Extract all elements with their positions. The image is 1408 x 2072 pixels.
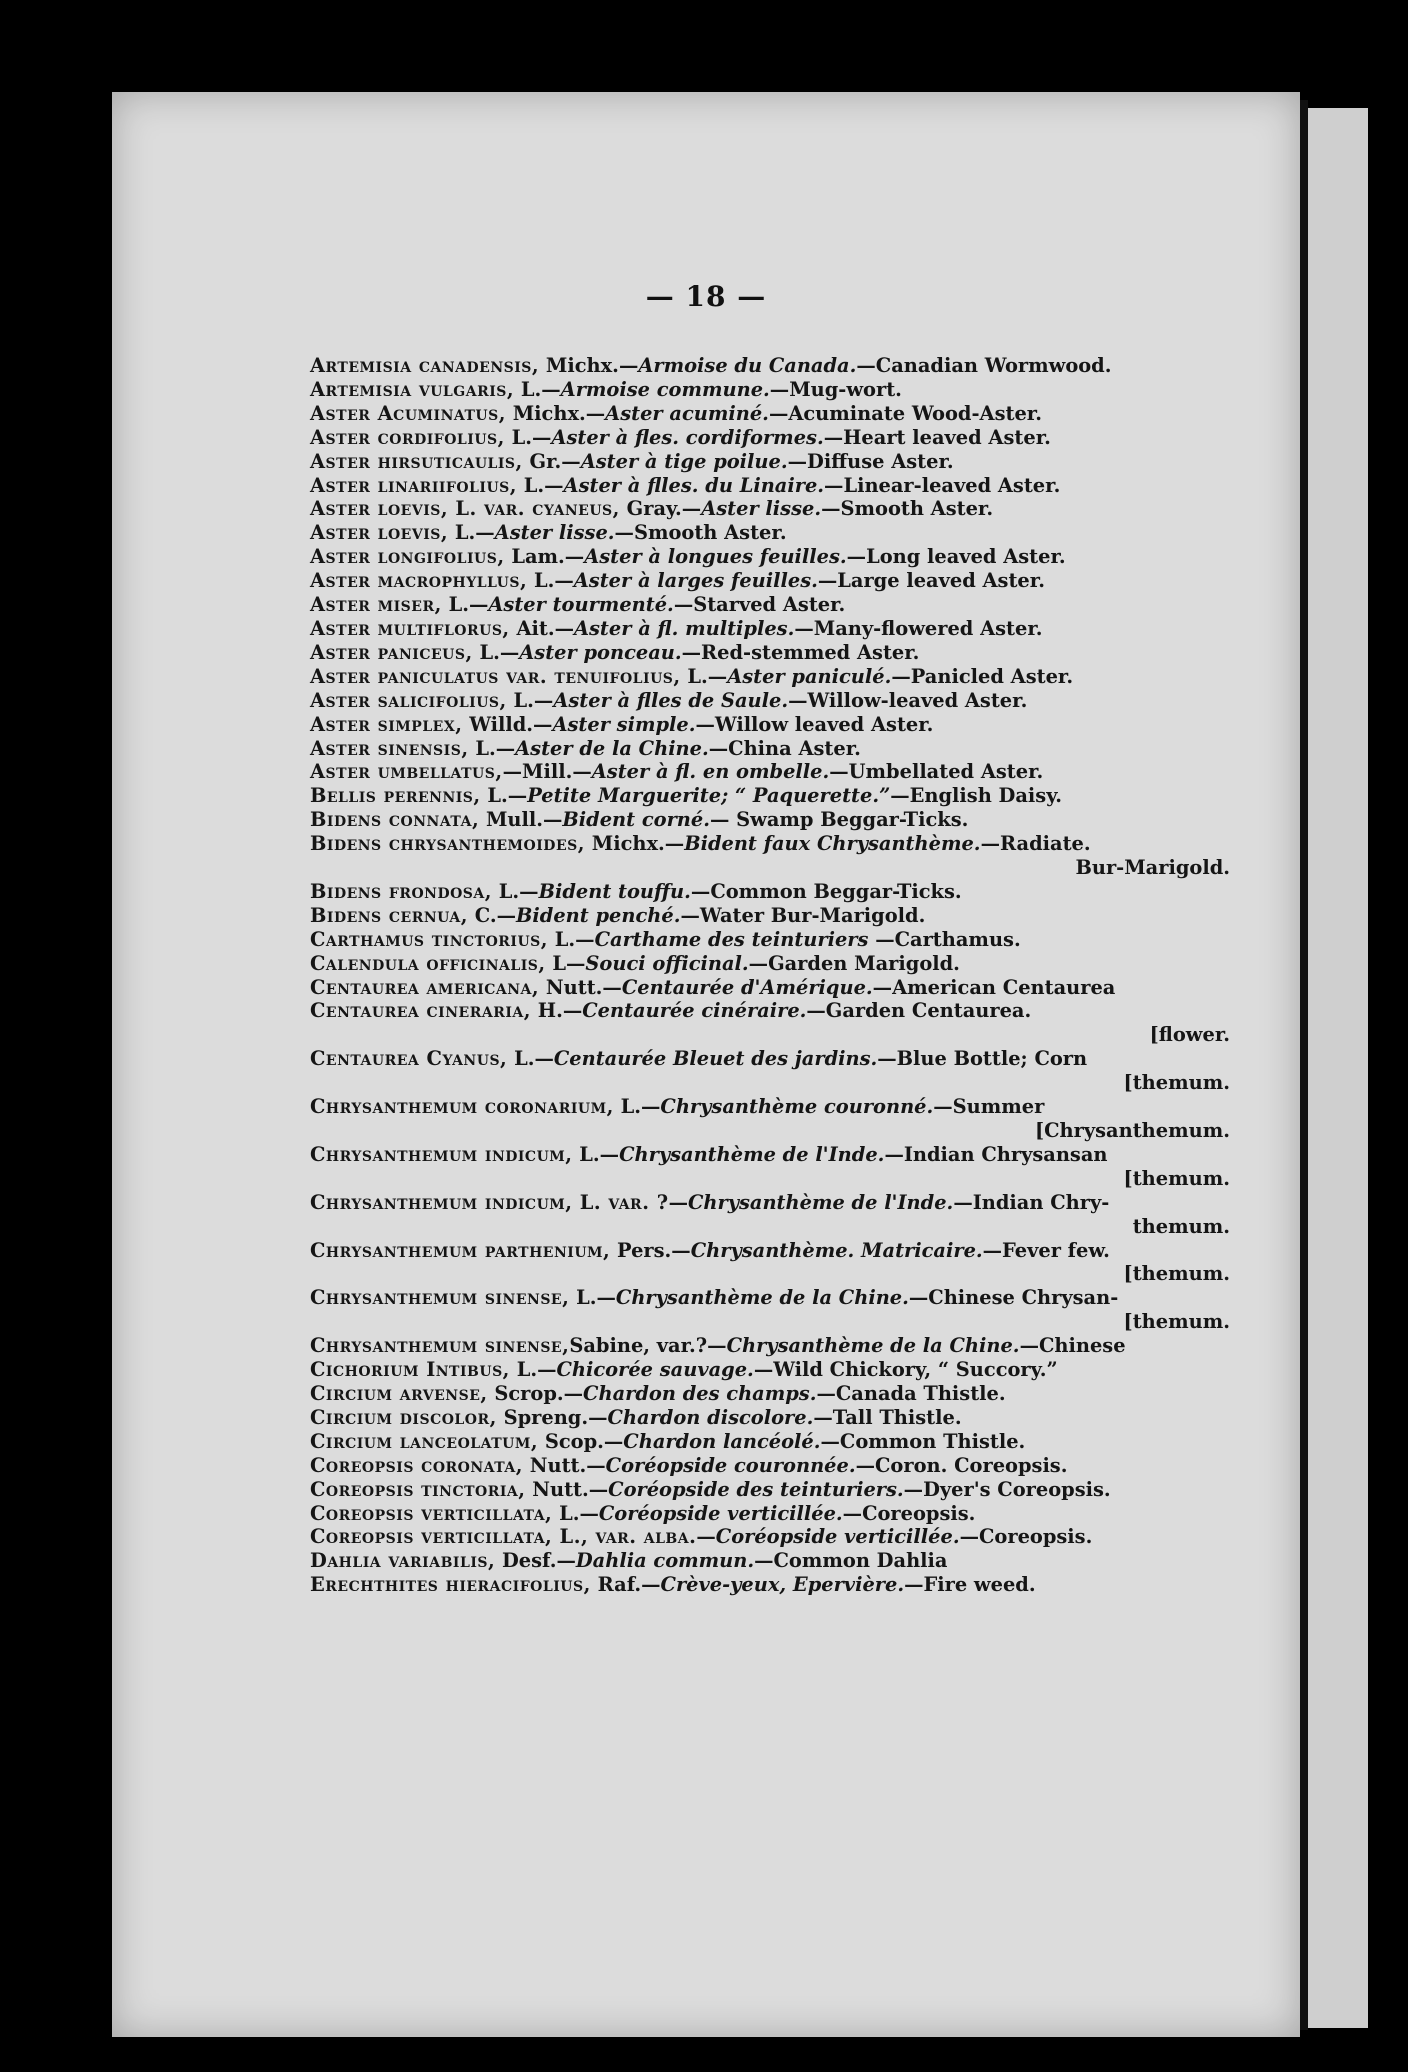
english-name: —Blue Bottle; Corn (877, 1047, 1088, 1071)
species-entry (310, 426, 1230, 450)
english-name: —Radiate. (980, 832, 1091, 856)
species-entry (310, 1358, 1230, 1382)
species-entry (310, 569, 1230, 593)
french-name: Souci officinal. (585, 951, 749, 975)
latin-name: Erechthites hieracifolius, (310, 1573, 591, 1597)
species-entry (310, 1095, 1230, 1119)
species-entry (310, 402, 1230, 426)
species-entry (310, 1191, 1230, 1215)
french-name: Coréopside des teinturiers. (608, 1477, 904, 1501)
latin-name: Artemisia vulgaris, (310, 377, 515, 401)
species-entry (310, 1573, 1230, 1597)
author-abbrev: Michx.— (539, 354, 639, 377)
latin-name: Coreopsis coronata, (310, 1453, 524, 1477)
latin-name: Aster cordifolius, (310, 425, 505, 449)
author-abbrev: — (668, 1190, 688, 1214)
author-abbrev: L.— (527, 569, 574, 593)
author-abbrev: Sabine, var.?— (569, 1334, 727, 1358)
english-name: —Coreopsis. (842, 1501, 976, 1525)
french-name: Chrysanthème. Matricaire. (690, 1238, 983, 1262)
french-name: Coréopside verticillée. (715, 1525, 960, 1549)
author-abbrev: L.— (552, 1501, 599, 1525)
author-abbrev: Scop.— (538, 1429, 624, 1453)
species-entry (310, 1549, 1230, 1573)
author-abbrev: Desf.— (495, 1549, 576, 1573)
continuation-text: [themum. (1123, 1262, 1230, 1286)
latin-name: Aster paniceus, (310, 640, 473, 664)
english-name: —Wild Chickory, “ Succory.” (753, 1358, 1058, 1382)
entry-continuation (310, 1262, 1230, 1286)
species-entry (310, 832, 1230, 856)
french-name: Aster à larges feuilles. (573, 569, 818, 593)
english-name: —Umbellated Aster. (829, 760, 1044, 784)
french-name: Aster à flles de Saule. (553, 688, 789, 712)
french-name: Chardon lancéolé. (623, 1429, 821, 1453)
page-number: — 18 — (645, 280, 767, 313)
species-entry (310, 450, 1230, 474)
french-name: Chrysanthème de la Chine. (726, 1334, 1020, 1358)
author-abbrev: Lam.— (504, 545, 585, 569)
english-name: —Diffuse Aster. (787, 449, 954, 473)
french-name: Aster lisse. (701, 497, 822, 521)
author-abbrev: Willd.— (462, 712, 553, 736)
english-name: —Willow leaved Aster. (695, 712, 934, 736)
author-abbrev: Michx.— (584, 832, 685, 856)
french-name: Chrysanthème de l'Inde. (687, 1190, 954, 1214)
species-entry (310, 689, 1230, 713)
latin-name: Aster longifolius, (310, 545, 505, 569)
species-entry (310, 354, 1230, 378)
author-abbrev: L.— (613, 1095, 661, 1119)
french-name: Chicorée sauvage. (556, 1358, 754, 1382)
latin-name: Centaurea cineraria, (310, 999, 531, 1023)
english-name: —Water Bur-Marigold. (680, 903, 926, 927)
english-name: —American Centaurea (872, 975, 1116, 999)
species-entry (310, 1430, 1230, 1454)
english-name: —Garden Marigold. (748, 951, 960, 975)
species-entry (310, 713, 1230, 737)
author-abbrev: Pers.— (610, 1238, 691, 1262)
english-name: —Fire weed. (904, 1573, 1036, 1597)
continuation-text: themum. (1132, 1214, 1230, 1238)
author-abbrev: Raf.— (590, 1573, 661, 1597)
author-abbrev: L.— (514, 377, 561, 401)
species-entry (310, 1406, 1230, 1430)
latin-name: Aster multiflorus, (310, 616, 510, 640)
author-abbrev: L.— (507, 1047, 554, 1071)
french-name: Crève-yeux, Epervière. (660, 1573, 905, 1597)
english-name: —English Daisy. (890, 784, 1062, 808)
latin-name: Aster paniculatus var. tenuifolius, (310, 664, 681, 688)
species-entry (310, 617, 1230, 641)
latin-name: Chrysanthemum sinense, (310, 1334, 570, 1358)
french-name: Aster à tige poilue. (580, 449, 788, 473)
latin-name: Coreopsis verticillata, L., var. alba. (310, 1525, 697, 1549)
author-abbrev: Gr.— (522, 449, 581, 473)
latin-name: Circium discolor, (310, 1405, 497, 1429)
english-name: —Dyer's Coreopsis. (903, 1477, 1111, 1501)
author-abbrev: L.— (448, 521, 495, 545)
species-entry (310, 545, 1230, 569)
english-name: —Panicled Aster. (891, 664, 1074, 688)
author-abbrev: H.— (531, 999, 583, 1023)
species-entry (310, 1143, 1230, 1167)
species-entry (310, 737, 1230, 761)
species-list (310, 354, 1230, 1597)
french-name: Aster lisse. (494, 521, 615, 545)
species-entry (310, 784, 1230, 808)
english-name: —Common Thistle. (820, 1429, 1026, 1453)
author-abbrev: L.— (572, 1142, 620, 1166)
french-name: Centaurée Bleuet des jardins. (553, 1047, 878, 1071)
species-entry (310, 999, 1230, 1023)
french-name: Armoise du Canada. (638, 354, 857, 377)
french-name: Aster tourmenté. (488, 593, 674, 617)
english-name: —Starved Aster. (673, 593, 846, 617)
latin-name: Aster simplex, (310, 712, 463, 736)
latin-name: Coreopsis verticillata, (310, 1501, 553, 1525)
species-entry (310, 1334, 1230, 1358)
english-name: —Indian Chry- (953, 1190, 1110, 1214)
english-name: —Heart leaved Aster. (823, 425, 1051, 449)
english-name: —Smooth Aster. (821, 497, 994, 521)
french-name: Bident touffu. (538, 879, 691, 903)
species-entry (310, 880, 1230, 904)
author-abbrev: Michx.— (505, 401, 606, 425)
french-name: Chrysanthème de l'Inde. (619, 1142, 885, 1166)
species-entry (310, 497, 1230, 521)
adjacent-page-edge (1308, 108, 1368, 2028)
author-abbrev: C.— (468, 903, 517, 927)
latin-name: Bidens cernua, (310, 903, 469, 927)
continuation-text: Bur-Marigold. (1075, 856, 1230, 880)
latin-name: Dahlia variabilis, (310, 1549, 496, 1573)
latin-name: Chrysanthemum coronarium, (310, 1095, 614, 1119)
french-name: Centaurée cinéraire. (582, 999, 807, 1023)
french-name: Armoise commune. (560, 377, 770, 401)
author-abbrev: Nutt.— (523, 1453, 606, 1477)
french-name: Petite Marguerite; “ Paquerette.” (527, 784, 891, 808)
latin-name: Aster loevis, (310, 521, 449, 545)
english-name: —Coron. Coreopsis. (855, 1453, 1068, 1477)
latin-name: Chrysanthemum indicum, (310, 1142, 573, 1166)
english-name: —Tall Thistle. (813, 1405, 962, 1429)
author-abbrev: Gray.— (619, 497, 702, 521)
latin-name: Chrysanthemum parthenium, (310, 1238, 611, 1262)
continuation-text: [themum. (1123, 1310, 1230, 1334)
french-name: Centaurée d'Amérique. (621, 975, 873, 999)
species-entry (310, 1047, 1230, 1071)
author-abbrev: L.— (492, 879, 539, 903)
species-entry (310, 952, 1230, 976)
author-abbrev: L— (545, 951, 586, 975)
species-entry (310, 904, 1230, 928)
author-abbrev: L.— (506, 688, 554, 712)
french-name: Aster à fl. multiples. (573, 616, 795, 640)
species-entry (310, 976, 1230, 1000)
latin-name: Bidens chrysanthemoides, (310, 832, 585, 856)
author-abbrev: Mull.— (479, 808, 563, 832)
english-name: —Canada Thistle. (816, 1381, 1006, 1405)
english-name: —Chinese (1019, 1334, 1126, 1358)
page-edge (1300, 100, 1308, 2030)
author-abbrev: L.— (569, 1286, 616, 1310)
latin-name: Centaurea americana, (310, 975, 540, 999)
author-abbrev: Scrop.— (487, 1381, 584, 1405)
french-name: Aster de la Chine. (515, 736, 709, 760)
french-name: Bident faux Chrysanthème. (684, 832, 981, 856)
species-entry (310, 521, 1230, 545)
latin-name: Bellis perennis, (310, 784, 481, 808)
species-entry (310, 1525, 1230, 1549)
latin-name: Aster linariifolius, (310, 473, 518, 497)
french-name: Aster ponceau. (519, 640, 682, 664)
continuation-text: [themum. (1123, 1071, 1230, 1095)
species-entry (310, 378, 1230, 402)
species-entry (310, 665, 1230, 689)
english-name: —Chinese Chrysan- (908, 1286, 1119, 1310)
latin-name: Artemisia canadensis, (310, 354, 540, 377)
english-name: —Coreopsis. (959, 1525, 1093, 1549)
entry-continuation (310, 1023, 1230, 1047)
entry-continuation (310, 1119, 1230, 1143)
author-abbrev: L.— (509, 1358, 557, 1382)
species-entry (310, 1382, 1230, 1406)
english-name: —Red-stemmed Aster. (681, 640, 920, 664)
english-name: —Common Beggar-Ticks. (690, 879, 962, 903)
author-abbrev: Nutt.— (525, 1477, 609, 1501)
english-name: —Canadian Wormwood. (856, 354, 1112, 377)
english-name: —Long leaved Aster. (846, 545, 1066, 569)
latin-name: Calendula officinalis, (310, 951, 546, 975)
entry-continuation (310, 1215, 1230, 1239)
author-abbrev: L.— (548, 927, 595, 951)
french-name: Aster simple. (552, 712, 696, 736)
entry-continuation (310, 1071, 1230, 1095)
latin-name: Carthamus tinctorius, (310, 927, 549, 951)
french-name: Coréopside verticillée. (598, 1501, 843, 1525)
author-abbrev: L.— (680, 664, 728, 688)
french-name: Bident penché. (516, 903, 681, 927)
english-name: —Indian Chrysansan (884, 1142, 1108, 1166)
english-name: —Carthamus. (868, 927, 1021, 951)
english-name: —Common Dahlia (754, 1549, 948, 1573)
latin-name: Cichorium Intibus, (310, 1358, 510, 1382)
author-abbrev: L.— (468, 736, 516, 760)
latin-name: Circium lanceolatum, (310, 1429, 539, 1453)
species-entry (310, 1502, 1230, 1526)
english-name: —Many-flowered Aster. (794, 616, 1043, 640)
latin-name: Aster salicifolius, (310, 688, 507, 712)
english-name: —Smooth Aster. (614, 521, 787, 545)
latin-name: Centaurea Cyanus, (310, 1047, 508, 1071)
english-name: —Willow-leaved Aster. (788, 688, 1028, 712)
french-name: Aster paniculé. (727, 664, 892, 688)
continuation-text: [flower. (1149, 1023, 1230, 1047)
french-name: Aster acuminé. (605, 401, 769, 425)
english-name: —China Aster. (708, 736, 861, 760)
latin-name: Bidens connata, (310, 808, 480, 832)
species-entry (310, 1454, 1230, 1478)
author-abbrev: —Mill.— (502, 760, 592, 784)
english-name: —Fever few. (982, 1238, 1110, 1262)
english-name: —Mug-wort. (769, 377, 902, 401)
french-name: Aster à fles. cordiformes. (551, 425, 824, 449)
author-abbrev: L.— (441, 593, 489, 617)
french-name: Chardon des champs. (583, 1381, 817, 1405)
species-entry (310, 928, 1230, 952)
french-name: Chrysanthème couronné. (660, 1095, 934, 1119)
author-abbrev: Ait.— (509, 616, 574, 640)
author-abbrev: Spreng.— (496, 1405, 608, 1429)
continuation-text: [Chrysanthemum. (1034, 1119, 1230, 1142)
latin-name: Aster macrophyllus, (310, 569, 528, 593)
english-name: — Swamp Beggar-Ticks. (710, 808, 969, 832)
latin-name: Aster Acuminatus, (310, 401, 506, 425)
english-name: —Garden Centaurea. (806, 999, 1032, 1023)
latin-name: Aster loevis, L. var. cyaneus, (310, 497, 620, 521)
french-name: Aster à longues feuilles. (584, 545, 847, 569)
latin-name: Aster sinensis, (310, 736, 469, 760)
english-name: —Linear-leaved Aster. (824, 473, 1061, 497)
english-name: —Large leaved Aster. (817, 569, 1045, 593)
french-name: Dahlia commun. (575, 1549, 755, 1573)
species-entry (310, 1239, 1230, 1263)
latin-name: Aster miser, (310, 593, 442, 617)
species-entry (310, 1286, 1230, 1310)
species-entry (310, 593, 1230, 617)
species-entry (310, 808, 1230, 832)
latin-name: Bidens frondosa, (310, 879, 493, 903)
french-name: Carthame des teinturiers (594, 927, 869, 951)
english-name: —Summer (933, 1095, 1045, 1119)
english-name: —Acuminate Wood-Aster. (768, 401, 1042, 425)
latin-name: Chrysanthemum sinense, (310, 1286, 570, 1310)
entry-continuation (310, 1167, 1230, 1191)
author-abbrev: L.— (480, 784, 528, 808)
entry-continuation (310, 1310, 1230, 1334)
author-abbrev: L.— (472, 640, 520, 664)
french-name: Coréopside couronnée. (605, 1453, 856, 1477)
author-abbrev: Nutt.— (539, 975, 622, 999)
author-abbrev: — (696, 1525, 716, 1549)
french-name: Bident corné. (562, 808, 710, 832)
french-name: Aster à flles. du Linaire. (563, 473, 825, 497)
french-name: Chardon discolore. (607, 1405, 814, 1429)
latin-name: Chrysanthemum indicum, L. var. ? (310, 1190, 669, 1214)
author-abbrev: L.— (504, 425, 552, 449)
french-name: Aster à fl. en ombelle. (591, 760, 830, 784)
author-abbrev: L.— (517, 473, 564, 497)
document-page (112, 92, 1300, 2037)
latin-name: Aster umbellatus, (310, 760, 503, 784)
species-entry (310, 641, 1230, 665)
latin-name: Circium arvense, (310, 1381, 488, 1405)
species-entry (310, 474, 1230, 498)
entry-continuation (310, 856, 1230, 880)
latin-name: Coreopsis tinctoria, (310, 1477, 526, 1501)
latin-name: Aster hirsuticaulis, (310, 449, 523, 473)
species-entry (310, 760, 1230, 784)
continuation-text: [themum. (1123, 1166, 1230, 1190)
french-name: Chrysanthème de la Chine. (615, 1286, 909, 1310)
species-entry (310, 1478, 1230, 1502)
